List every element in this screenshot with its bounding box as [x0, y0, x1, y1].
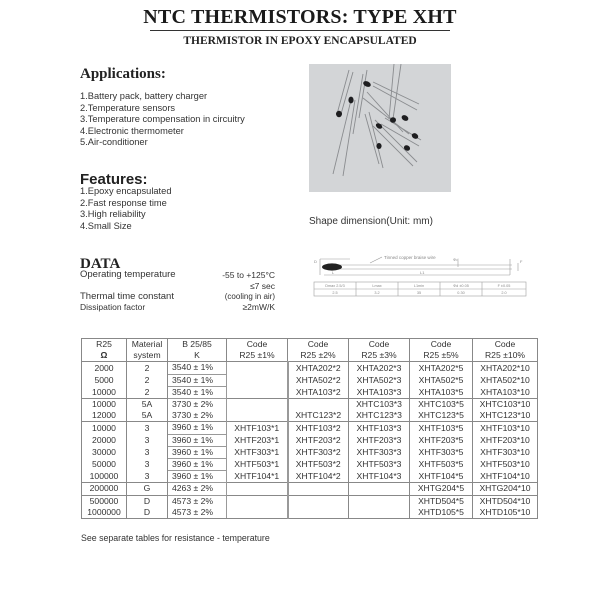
svg-text:F: F — [520, 259, 523, 264]
cell-code-2: XHTA202*2 — [288, 362, 349, 374]
cell-code-5: XHTA502*5 — [410, 374, 473, 386]
cell-material: 3 — [127, 434, 168, 446]
dim-header: F ±0.05 — [497, 284, 511, 288]
applications-heading: Applications: — [80, 66, 166, 82]
cell-code-1: XHTF503*1 — [227, 459, 288, 471]
cell-code-2: XHTF303*2 — [288, 446, 349, 458]
header-code-2-tol: R25 ±2% — [288, 350, 349, 362]
cell-code-1 — [227, 398, 288, 410]
thermistor-photo-icon — [309, 64, 451, 192]
list-item: 4.Electronic thermometer — [80, 125, 184, 136]
cell-b-value: 4263 ± 2% — [168, 483, 227, 495]
dim-value: 3.2 — [374, 291, 380, 295]
cell-code-3: XHTF303*3 — [349, 446, 410, 458]
thermal-time-value: ≤7 sec — [250, 281, 275, 291]
dissipation-factor-value: ≥2mW/K — [242, 302, 275, 312]
dim-value: 2.5 — [332, 291, 338, 295]
thermal-time-condition: (cooling in air) — [224, 292, 275, 301]
cell-code-5: XHTC103*5 — [410, 398, 473, 410]
header-code-10-tol: R25 ±10% — [473, 350, 538, 362]
header-code-5-tol: R25 ±5% — [410, 350, 473, 362]
cell-b-value: 3540 ± 1% — [168, 362, 227, 374]
cell-b-value: 4573 ± 2% — [168, 495, 227, 507]
cell-code-2: XHTF203*2 — [288, 434, 349, 446]
list-item: 1.Epoxy encapsulated — [80, 186, 172, 196]
table-row — [82, 398, 538, 410]
cell-code-2 — [288, 398, 349, 410]
cell-code-3: XHTF103*3 — [349, 422, 410, 434]
table-row — [82, 471, 538, 483]
thermal-time-constant-label: Thermal time constant — [80, 291, 174, 302]
wire-label: Tinned copper braise wire — [384, 255, 436, 260]
operating-temperature-label: Operating temperature — [80, 269, 176, 280]
cell-code-2 — [288, 507, 349, 519]
table-row — [82, 459, 538, 471]
cell-code-10: XHTD105*10 — [473, 507, 538, 519]
cell-code-10: XHTF103*10 — [473, 422, 538, 434]
cell-r25: 500000 — [82, 495, 127, 507]
table-row — [82, 410, 538, 422]
operating-temperature-value: -55 to +125°C — [222, 270, 275, 280]
cell-b-value: 3960 ± 1% — [168, 459, 227, 471]
cell-code-3 — [349, 495, 410, 507]
svg-text:D: D — [314, 259, 317, 264]
cell-code-3: XHTF104*3 — [349, 471, 410, 483]
cell-b-value: 3960 ± 1% — [168, 446, 227, 458]
header-code-2: Code — [288, 339, 349, 351]
cell-code-1 — [227, 410, 288, 422]
cell-code-5: XHTC123*5 — [410, 410, 473, 422]
thermistor-dimension-drawing-icon — [310, 253, 530, 303]
dim-header: Dmax 2.5/3 — [325, 284, 345, 288]
page-subtitle: THERMISTOR IN EPOXY ENCAPSULATED — [183, 35, 417, 47]
header-code-3-tol: R25 ±3% — [349, 350, 410, 362]
cell-code-1 — [227, 362, 288, 374]
data-heading: DATA — [80, 256, 121, 272]
cell-code-2: XHTA502*2 — [288, 374, 349, 386]
cell-code-10: XHTG204*10 — [473, 483, 538, 495]
header-code-3: Code — [349, 339, 410, 351]
svg-text:L: L — [332, 270, 335, 275]
table-header-row — [82, 339, 538, 351]
cell-r25: 20000 — [82, 434, 127, 446]
cell-code-3: XHTC103*3 — [349, 398, 410, 410]
table-row — [82, 362, 538, 374]
cell-code-3 — [349, 483, 410, 495]
table-header-row — [82, 350, 538, 362]
header-r25: R25 — [82, 339, 127, 351]
header-code-1-tol: R25 ±1% — [227, 350, 288, 362]
header-material: Material — [127, 339, 168, 351]
cell-r25: 2000 — [82, 362, 127, 374]
list-item: 3.Temperature compensation in circuitry — [80, 114, 245, 125]
cell-material: 5A — [127, 410, 168, 422]
cell-b-value: 4573 ± 2% — [168, 507, 227, 519]
features-heading: Features: — [80, 171, 148, 188]
dim-header: Φd ±0.05 — [453, 284, 469, 288]
shape-dimension-caption: Shape dimension(Unit: mm) — [309, 216, 433, 227]
cell-r25: 30000 — [82, 446, 127, 458]
cell-code-5: XHTF503*5 — [410, 459, 473, 471]
header-code-1: Code — [227, 339, 288, 351]
cell-code-10: XHTF104*10 — [473, 471, 538, 483]
cell-code-2: XHTF104*2 — [288, 471, 349, 483]
cell-material: 3 — [127, 471, 168, 483]
cell-r25: 200000 — [82, 483, 127, 495]
cell-code-2: XHTA103*2 — [288, 386, 349, 398]
svg-text:Φd: Φd — [453, 257, 459, 262]
cell-code-10: XHTA103*10 — [473, 386, 538, 398]
header-b-unit: K — [168, 350, 227, 362]
cell-code-10: XHTD504*10 — [473, 495, 538, 507]
cell-r25: 100000 — [82, 471, 127, 483]
cell-r25: 1000000 — [82, 507, 127, 519]
cell-code-3: XHTA103*3 — [349, 386, 410, 398]
table-row — [82, 422, 538, 434]
cell-code-10: XHTC123*10 — [473, 410, 538, 422]
dim-header: Lmax — [372, 284, 382, 288]
svg-text:L1: L1 — [420, 270, 425, 275]
cell-r25: 12000 — [82, 410, 127, 422]
product-photo — [309, 64, 451, 192]
cell-code-3: XHTF503*3 — [349, 459, 410, 471]
cell-r25: 50000 — [82, 459, 127, 471]
cell-code-10: XHTF503*10 — [473, 459, 538, 471]
cell-code-10: XHTC103*10 — [473, 398, 538, 410]
list-item: 4.Small Size — [80, 220, 132, 231]
cell-code-1 — [227, 507, 288, 519]
cell-code-5: XHTD105*5 — [410, 507, 473, 519]
header-material-sub: system — [127, 350, 168, 362]
list-item: 1.Battery pack, battery charger — [80, 91, 208, 101]
cell-code-5: XHTG204*5 — [410, 483, 473, 495]
cell-b-value: 3540 ± 1% — [168, 386, 227, 398]
cell-code-1 — [227, 495, 288, 507]
cell-material: 3 — [127, 422, 168, 434]
page-title: NTC THERMISTORS: TYPE XHT — [143, 6, 457, 28]
cell-code-1: XHTF103*1 — [227, 422, 288, 434]
table-row — [82, 446, 538, 458]
dim-value: 2.0 — [501, 291, 507, 295]
title-underline — [150, 30, 450, 31]
cell-code-5: XHTF203*5 — [410, 434, 473, 446]
cell-material: 2 — [127, 386, 168, 398]
cell-r25: 10000 — [82, 398, 127, 410]
table-row — [82, 483, 538, 495]
cell-r25: 5000 — [82, 374, 127, 386]
cell-code-2: XHTF503*2 — [288, 459, 349, 471]
cell-code-3: XHTF203*3 — [349, 434, 410, 446]
shape-dimension-diagram — [310, 253, 530, 303]
cell-b-value: 3730 ± 2% — [168, 410, 227, 422]
cell-code-5: XHTA202*5 — [410, 362, 473, 374]
cell-material: 3 — [127, 459, 168, 471]
cell-b-value: 3960 ± 1% — [168, 434, 227, 446]
list-item: 2.Fast response time — [80, 197, 167, 208]
cell-code-1 — [227, 374, 288, 386]
cell-code-3: XHTC123*3 — [349, 410, 410, 422]
cell-code-2 — [288, 495, 349, 507]
cell-code-3 — [349, 507, 410, 519]
cell-code-1 — [227, 483, 288, 495]
cell-code-3: XHTA202*3 — [349, 362, 410, 374]
cell-r25: 10000 — [82, 422, 127, 434]
header-b-value: B 25/85 — [168, 339, 227, 351]
specification-table — [81, 338, 538, 519]
dim-value: 0.30 — [457, 291, 465, 295]
cell-b-value: 3540 ± 1% — [168, 374, 227, 386]
dim-value: 35 — [416, 291, 422, 295]
cell-material: G — [127, 483, 168, 495]
cell-code-10: XHTA202*10 — [473, 362, 538, 374]
cell-b-value: 3960 ± 1% — [168, 422, 227, 434]
cell-code-2: XHTF103*2 — [288, 422, 349, 434]
cell-code-5: XHTF104*5 — [410, 471, 473, 483]
cell-code-5: XHTA103*5 — [410, 386, 473, 398]
cell-material: 3 — [127, 446, 168, 458]
dissipation-factor-label: Dissipation factor — [80, 302, 146, 312]
table-row — [82, 374, 538, 386]
features-list — [80, 186, 172, 232]
cell-material: D — [127, 507, 168, 519]
dim-header: L1min — [413, 284, 425, 288]
cell-code-5: XHTF303*5 — [410, 446, 473, 458]
cell-code-1: XHTF104*1 — [227, 471, 288, 483]
header-r25-unit: Ω — [82, 350, 127, 362]
cell-code-1: XHTF303*1 — [227, 446, 288, 458]
table-footnote: See separate tables for resistance - temperature — [81, 533, 270, 543]
list-item: 3.High reliability — [80, 209, 146, 220]
cell-material: 2 — [127, 362, 168, 374]
header-code-5: Code — [410, 339, 473, 351]
cell-code-1: XHTF203*1 — [227, 434, 288, 446]
cell-code-2: XHTC123*2 — [288, 410, 349, 422]
cell-b-value: 3960 ± 1% — [168, 471, 227, 483]
cell-material: 2 — [127, 374, 168, 386]
cell-code-3: XHTA502*3 — [349, 374, 410, 386]
table-row — [82, 434, 538, 446]
list-item: 2.Temperature sensors — [80, 102, 176, 113]
table-row — [82, 495, 538, 507]
cell-code-10: XHTF203*10 — [473, 434, 538, 446]
cell-code-1 — [227, 386, 288, 398]
header-code-10: Code — [473, 339, 538, 351]
cell-code-2 — [288, 483, 349, 495]
cell-code-5: XHTD504*5 — [410, 495, 473, 507]
table-row — [82, 386, 538, 398]
cell-code-10: XHTF303*10 — [473, 446, 538, 458]
applications-list — [80, 91, 245, 149]
cell-b-value: 3730 ± 2% — [168, 398, 227, 410]
cell-r25: 10000 — [82, 386, 127, 398]
cell-material: D — [127, 495, 168, 507]
cell-code-5: XHTF103*5 — [410, 422, 473, 434]
cell-code-10: XHTA502*10 — [473, 374, 538, 386]
table-row — [82, 507, 538, 519]
cell-material: 5A — [127, 398, 168, 410]
list-item: 5.Air-conditioner — [80, 137, 148, 148]
